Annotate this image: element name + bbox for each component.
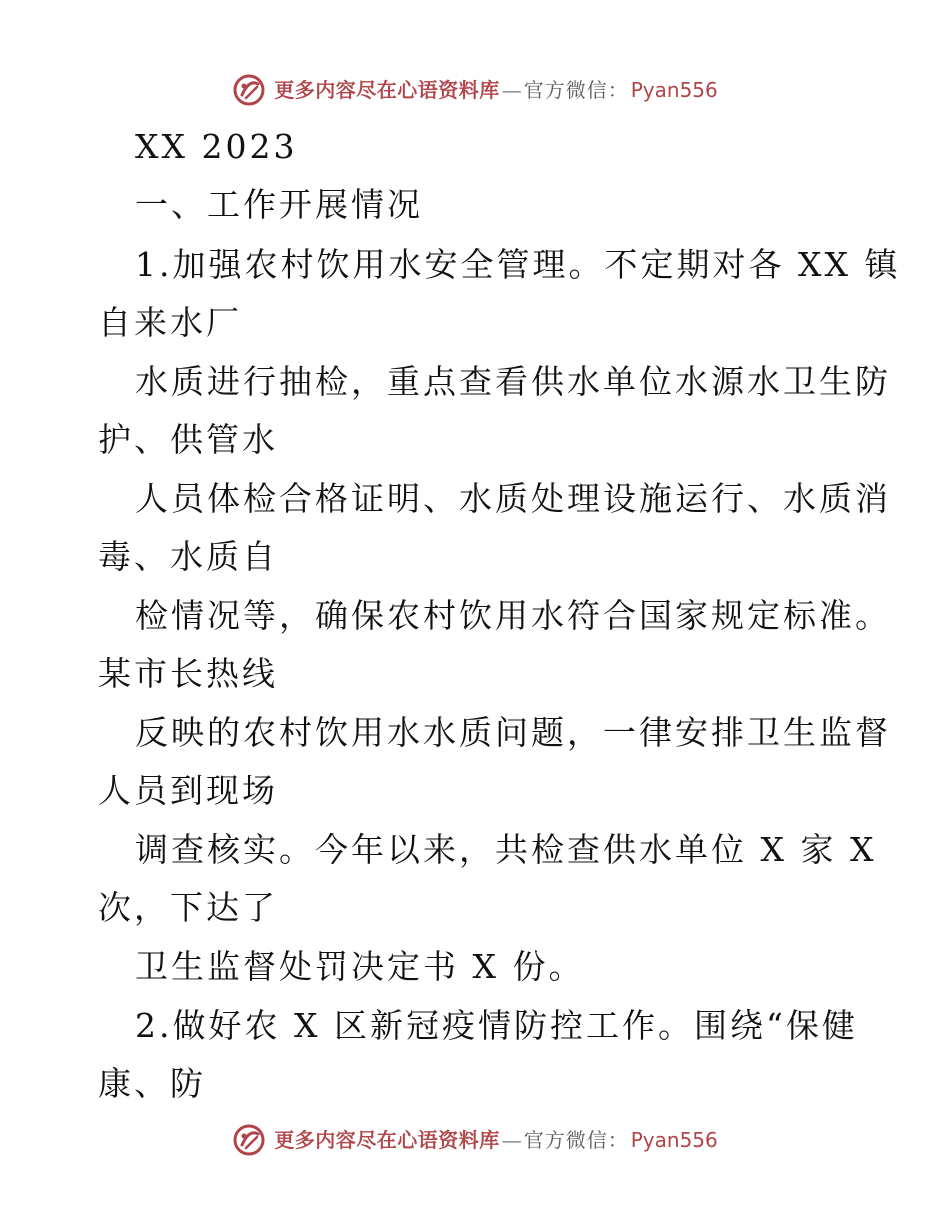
paragraph-line: 自来水厂: [98, 303, 242, 342]
section-heading: 一、工作开展情况: [135, 185, 423, 224]
paragraph-line: 反映的农村饮用水水质问题，一律安排卫生监督: [135, 713, 891, 752]
banner-main-text: 更多内容尽在心语资料库: [274, 1128, 500, 1152]
footer-watermark-banner: [0, 1120, 950, 1160]
paragraph-line: 次，下达了: [98, 888, 278, 927]
paragraph-line: 人员体检合格证明、水质处理设施运行、水质消: [135, 479, 891, 518]
paragraph-line: 卫生监督处罚决定书 X 份。: [135, 947, 585, 986]
paragraph-line: 1.加强农村饮用水安全管理。不定期对各 XX 镇: [135, 245, 901, 284]
header-banner-text: [274, 80, 718, 100]
banner-main-text: 更多内容尽在心语资料库: [274, 78, 500, 102]
paragraph-line: 人员到现场: [98, 771, 278, 810]
banner-wechat-label: 官方微信：: [523, 1128, 629, 1152]
header-watermark-banner: [0, 70, 950, 110]
banner-wechat-id: Pyan556: [630, 1128, 718, 1152]
brand-logo-icon: [232, 1123, 266, 1157]
paragraph-line: 检情况等，确保农村饮用水符合国家规定标准。: [135, 596, 891, 635]
paragraph-line: 某市长热线: [98, 654, 278, 693]
paragraph-line: 调查核实。今年以来，共检查供水单位 X 家 X: [135, 830, 877, 869]
banner-dash: —: [501, 1128, 522, 1152]
paragraph-line: 水质进行抽检，重点查看供水单位水源水卫生防: [135, 362, 891, 401]
banner-dash: —: [501, 78, 522, 102]
paragraph-line: 毒、水质自: [98, 537, 278, 576]
paragraph-line: 护、供管水: [98, 420, 278, 459]
brand-logo-icon: [232, 73, 266, 107]
banner-wechat-id: Pyan556: [630, 78, 718, 102]
banner-wechat-label: 官方微信：: [523, 78, 629, 102]
footer-banner-text: [274, 1130, 718, 1150]
doc-title: XX 2023: [135, 127, 298, 166]
paragraph-line: 康、防: [98, 1064, 206, 1103]
paragraph-line: 2.做好农 X 区新冠疫情防控工作。围绕“保健: [135, 1006, 858, 1045]
